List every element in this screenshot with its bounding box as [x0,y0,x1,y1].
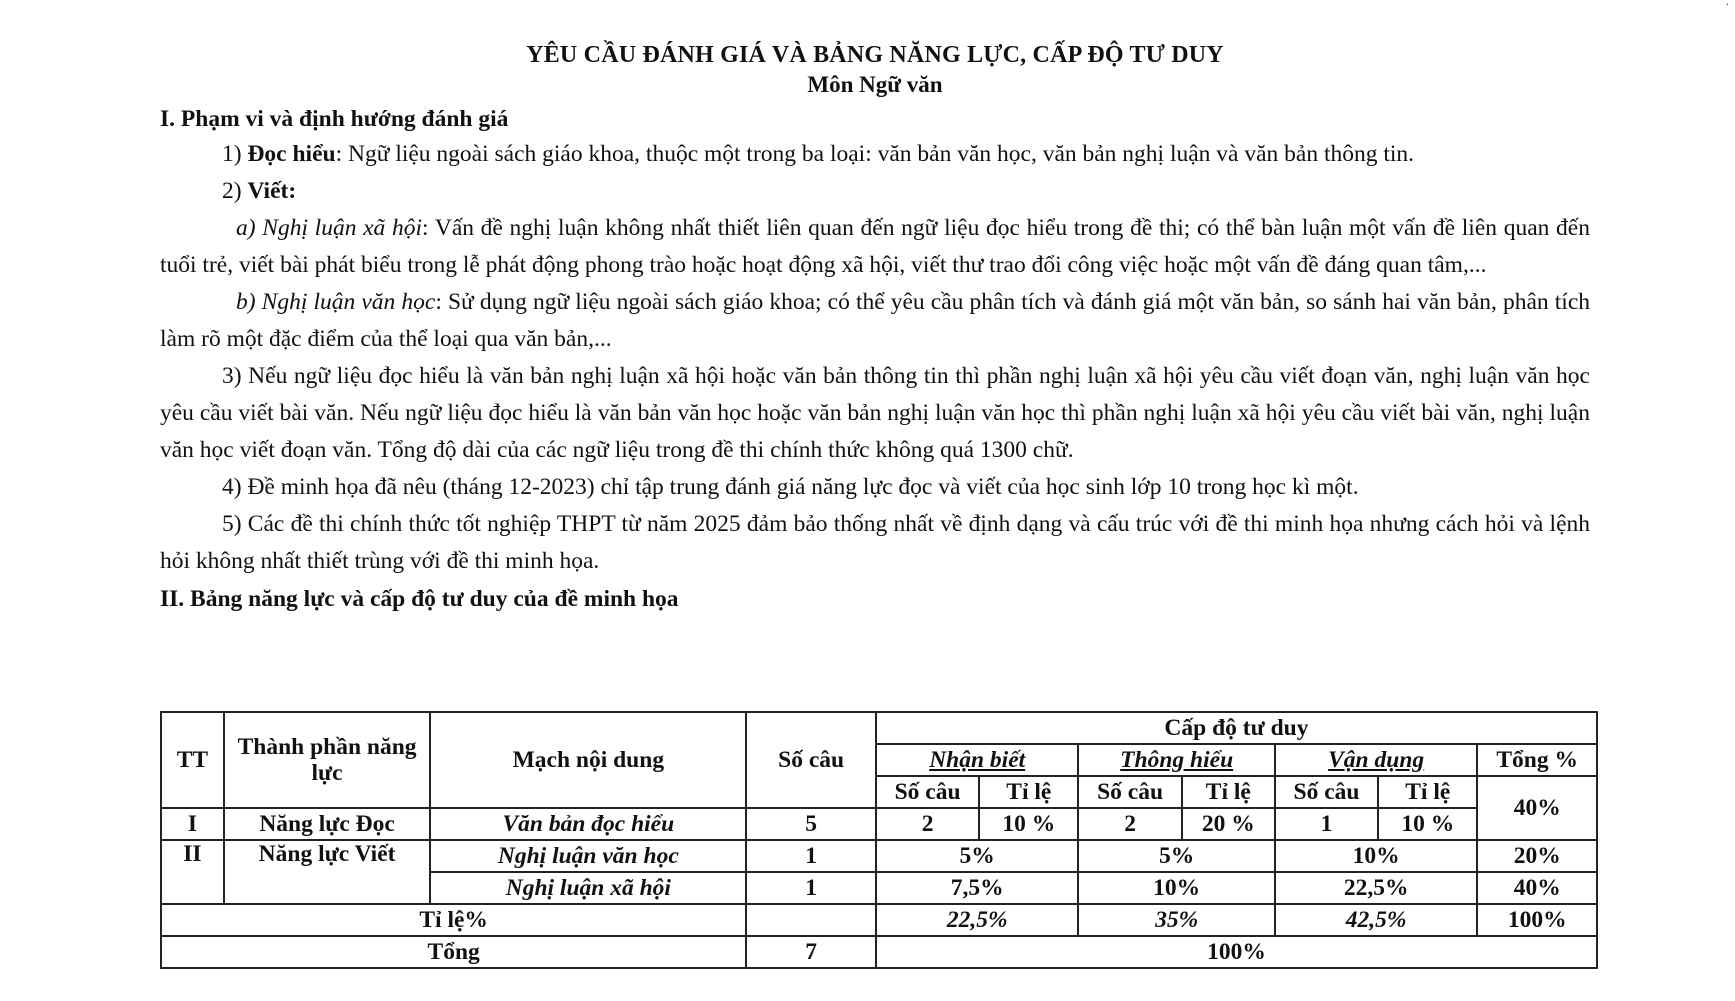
header-th-pct: Tỉ lệ [1182,776,1275,808]
row1-count: 5 [746,808,876,840]
table-header-row-1 [161,712,1597,744]
ratio-total: 100% [1477,904,1597,936]
header-understand: Thông hiểu [1078,744,1274,776]
header-nb-count: Số câu [876,776,979,808]
item-4-paragraph: 4) Đề minh họa đã nêu (tháng 12-2023) chỉ tập trung đánh giá năng lực đọc và viết của học sinh lớp 10 trong học kì một. [222,474,1359,500]
ratio-count-empty [746,904,876,936]
row3-th: 10% [1078,872,1274,904]
header-recognize: Nhận biết [876,744,1079,776]
header-content: Mạch nội dung [430,712,746,808]
item-2b-paragraph: b) Nghị luận văn học: Sử dụng ngữ liệu ngoài sách giáo khoa; có thể yêu cầu phân tích và đánh giá một văn bản, so sánh hai văn bản, phân tích làm rõ một đặc điểm của thể loại qua văn bản,... [160,289,1591,352]
row1-th-pct: 20 % [1182,808,1275,840]
row1-vd-count: 1 [1275,808,1378,840]
item-1-paragraph: 1) Đọc hiểu: Ngữ liệu ngoài sách giáo khoa, thuộc một trong ba loại: văn bản văn học, văn bản nghị luận và văn bản thông tin. [222,141,1415,167]
header-apply: Vận dụng [1275,744,1478,776]
row3-vd: 22,5% [1275,872,1478,904]
item-2-paragraph: 2) Viết: [222,178,297,204]
item-5-paragraph: 5) Các đề thi chính thức tốt nghiệp THPT từ năm 2025 đảm bảo thống nhất về định dạng và cấu trúc với đề thi minh họa nhưng cách hỏi và lệnh hỏi không nhất thiết trùng với đề thi minh họa. [160,511,1590,574]
row2-nb: 5% [876,840,1079,872]
row2-content: Nghị luận văn học [430,840,746,872]
row3-count: 1 [746,872,876,904]
header-vd-count: Số câu [1275,776,1378,808]
row1-tt: I [161,808,224,840]
item-3-paragraph: 3) Nếu ngữ liệu đọc hiểu là văn bản nghị luận xã hội hoặc văn bản thông tin thì phần nghị luận xã hội yêu cầu viết đoạn văn, nghị luận văn học yêu cầu viết bài văn. Nếu ngữ liệu đọc hiểu là văn bản văn học hoặc văn bản nghị luận văn học thì phần nghị luận xã hội yêu cầu viết bài văn, nghị luận văn học viết đoạn văn. Tổng độ dài của các ngữ liệu trong đề thi chính thức không quá 1300 chữ. [160,363,1590,463]
table-ratio-row [161,904,1597,936]
header-th-count: Số câu [1078,776,1181,808]
header-total-pct: Tổng % [1477,744,1597,776]
header-nb-pct: Tỉ lệ [979,776,1078,808]
ratio-vd: 42,5% [1275,904,1478,936]
section-1-heading: I. Phạm vi và định hướng đánh giá [160,106,509,132]
header-vd-pct: Tỉ lệ [1378,776,1477,808]
section-2-heading: II. Bảng năng lực và cấp độ tư duy của đề minh họa [160,586,679,612]
row2-th: 5% [1078,840,1274,872]
total-pct: 100% [876,936,1597,968]
header-component: Thành phần năng lực [224,712,431,808]
row1-nb-pct: 10 % [979,808,1078,840]
total-count: 7 [746,936,876,968]
document-page [160,40,1590,616]
page-title: YÊU CẦU ĐÁNH GIÁ VÀ BẢNG NĂNG LỰC, CẤP ĐỘ TƯ DUY [526,42,1224,68]
row2-total: 20% [1477,840,1597,872]
item-2a-paragraph: a) Nghị luận xã hội: Vấn đề nghị luận không nhất thiết liên quan đến ngữ liệu đọc hiểu trong đề thi; có thể bàn luận một vấn đề liên quan đến tuổi trẻ, viết bài phát biểu trong lễ phát động phong trào hoặc hoạt động xã hội, viết thư trao đổi công việc hoặc một vấn đề đáng quan tâm,... [160,215,1590,278]
row1-nb-count: 2 [876,808,979,840]
page-subtitle: Môn Ngữ văn [807,72,943,97]
row2-vd: 10% [1275,840,1478,872]
row1-vd-pct: 10 % [1378,808,1477,840]
row2-count: 1 [746,840,876,872]
header-tt: TT [161,712,224,808]
row1-component: Năng lực Đọc [224,808,431,840]
header-count: Số câu [746,712,876,808]
table-row [161,808,1597,840]
row3-total: 40% [1477,872,1597,904]
ratio-th: 35% [1078,904,1274,936]
row1-total: 40% [1477,776,1597,840]
header-levels: Cấp độ tư duy [876,712,1597,744]
row3-nb: 7,5% [876,872,1079,904]
row2-component: Năng lực Viết [224,840,431,904]
ratio-label: Tỉ lệ% [161,904,746,936]
corner-mark: · [1725,0,1729,11]
total-label: Tổng [161,936,746,968]
table-total-row [161,936,1597,968]
table-row [161,840,1597,872]
row1-content: Văn bản đọc hiểu [430,808,746,840]
row1-th-count: 2 [1078,808,1181,840]
competency-table [160,711,1598,969]
row3-content: Nghị luận xã hội [430,872,746,904]
ratio-nb: 22,5% [876,904,1079,936]
row2-tt: II [161,840,224,904]
